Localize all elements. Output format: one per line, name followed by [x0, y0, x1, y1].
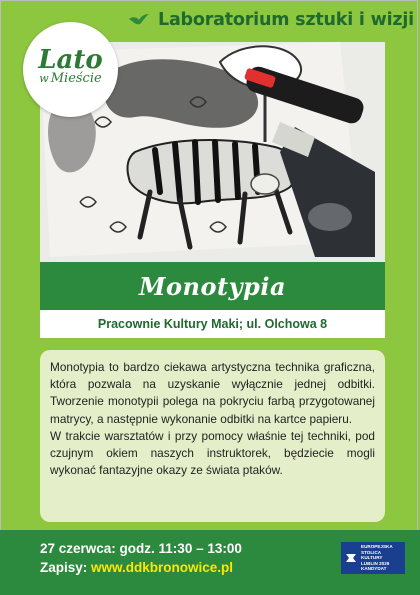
logo-line2 — [39, 72, 101, 86]
signup-link[interactable]: www.ddkbronowice.pl — [91, 560, 234, 575]
workshop-title-banner — [40, 262, 385, 310]
signup-line — [40, 560, 233, 575]
header — [128, 10, 414, 30]
lato-w-miescie-logo — [23, 22, 118, 117]
european-capital-of-culture-badge — [341, 542, 405, 574]
header-title: Laboratorium sztuki i wizji — [158, 10, 414, 30]
description-panel — [40, 350, 385, 522]
workshop-title: Monotypia — [138, 271, 286, 301]
event-date: 27 czerwca: godz. 11:30 – 13:00 — [40, 541, 242, 556]
logo-w: w — [39, 71, 49, 85]
description-paragraph-2: W trakcie warsztatów i przy pomocy właśnie tej techniki, pod czujnym okiem naszych instruktorek, będziecie mogli wykonać fantazyjne okazy ze świata ptaków. — [50, 428, 375, 478]
description-paragraph-1: Monotypia to bardzo ciekawa artystyczna technika graficzna, która pozwala na uzyskanie wyłącznie jednej odbitki. Tworzenie monotypii polega na pokryciu farbą przygotowanej matrycy, a następnie wykonanie odbitki na kartce papieru. — [50, 360, 375, 426]
workshop-location — [40, 310, 385, 338]
logo-line1: Lato — [38, 44, 103, 75]
bird-icon — [128, 13, 150, 27]
signup-label: Zapisy: — [40, 560, 88, 575]
logo-city: Mieście — [50, 70, 102, 86]
eu-star-icon — [344, 551, 358, 565]
location-text: Pracownie Kultury Maki; ul. Olchowa 8 — [97, 317, 328, 331]
badge-text: EUROPEJSKA STOLICA KULTURY LUBLIN 2029 KANDYDAT — [361, 544, 393, 572]
